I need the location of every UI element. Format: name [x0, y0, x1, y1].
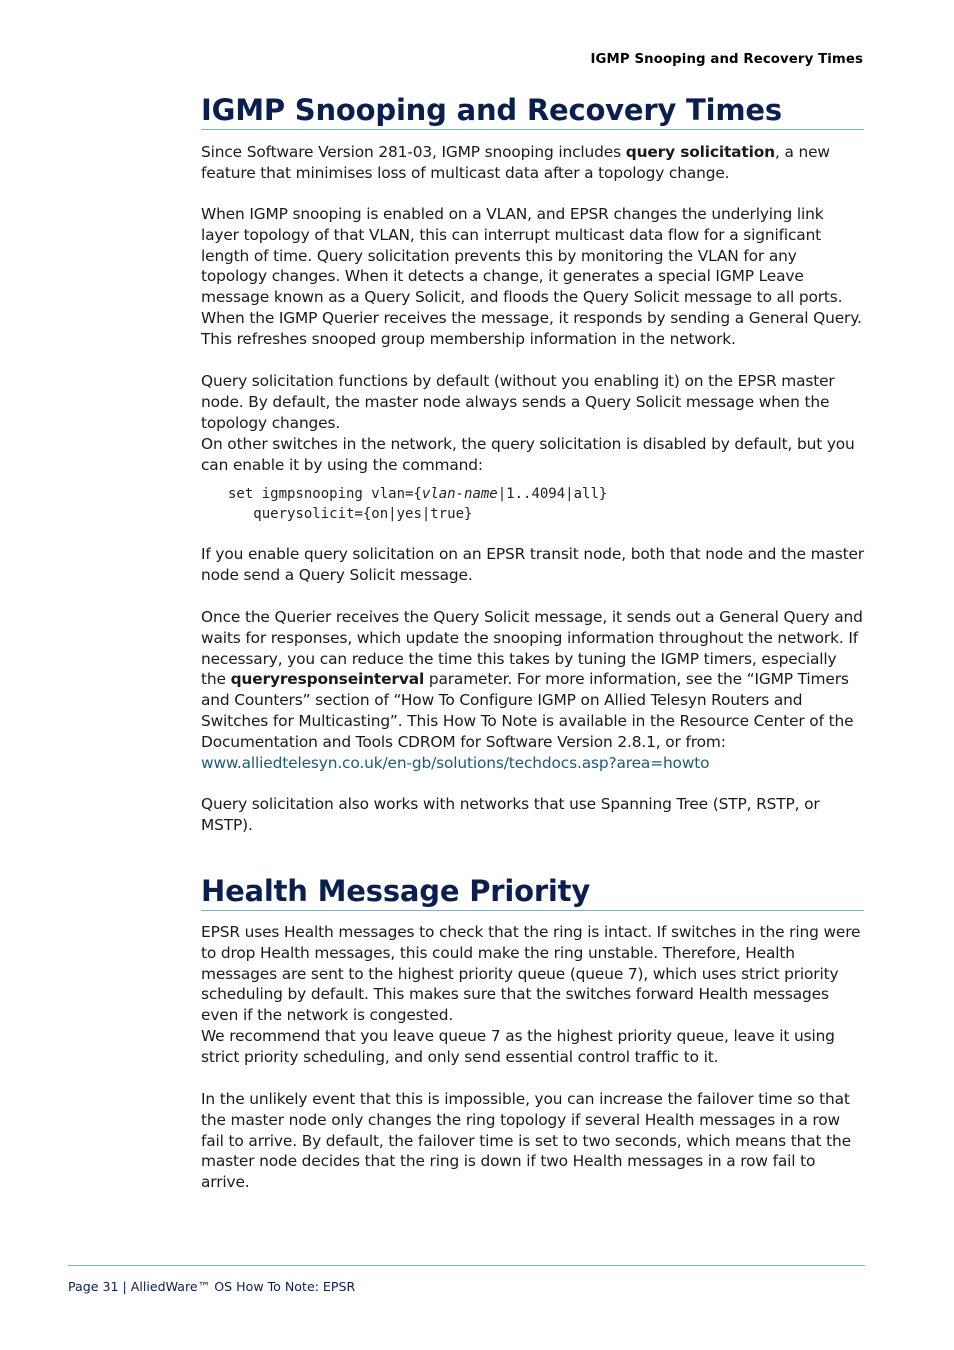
section-title-health: Health Message Priority	[201, 874, 864, 911]
paragraph: On other switches in the network, the query solicitation is disabled by default, but you can enable it by using the command:	[201, 435, 855, 474]
paragraph: In the unlikely event that this is impossible, you can increase the failover time so that the master node only changes the ring topology if several Health messages in a row fail to arrive. By default, the failover time is set to two seconds, which means that the master node decides that the ring is down if two Health messages in a row fail to arrive.	[201, 1090, 851, 1192]
code-text: |1..4094|all}	[497, 486, 608, 502]
paragraph	[201, 607, 864, 773]
paragraph: Query solicitation also works with networks that use Spanning Tree (STP, RSTP, or MSTP).	[201, 795, 820, 834]
page-footer: Page 31 | AlliedWare™ OS How To Note: EPSR	[68, 1279, 356, 1294]
paragraph: Query solicitation functions by default (without you enabling it) on the EPSR master node. By default, the master node always sends a Query Solicit message when the topology changes.	[201, 372, 835, 432]
text-span: Once the Querier receives the Query Solicit message, it sends out a General Query and waits for responses, which update the snooping information throughout the network. If necessary, you can reduce the time this takes by tuning the IGMP timers, especially the	[201, 608, 863, 689]
code-text: set igmpsnooping vlan={	[228, 486, 422, 502]
code-text: querysolicit={on|yes|true}	[253, 505, 473, 522]
footer-divider	[68, 1265, 865, 1266]
paragraph: We recommend that you leave queue 7 as the highest priority queue, leave it using strict priority scheduling, and only send essential control traffic to it.	[201, 1027, 835, 1066]
section-title-igmp: IGMP Snooping and Recovery Times	[201, 93, 864, 130]
paragraph	[201, 142, 864, 184]
techdocs-link[interactable]: www.alliedtelesyn.co.uk/en-gb/solutions/techdocs.asp?area=howto	[201, 753, 710, 772]
bold-term: queryresponseinterval	[230, 670, 425, 689]
paragraph: EPSR uses Health messages to check that the ring is intact. If switches in the ring were to drop Health messages, this could make the ring unstable. Therefore, Health messages are sent to the highest priority queue (queue 7), which uses strict priority scheduling by default. This makes sure that the switches forward Health messages even if the network is congested.	[201, 923, 861, 1025]
bold-term: query solicitation	[625, 143, 775, 161]
paragraph: If you enable query solicitation on an EPSR transit node, both that node and the master node send a Query Solicit message.	[201, 545, 864, 584]
text-span: , a new feature that minimises loss of multicast data after a topology change.	[201, 143, 830, 182]
code-block	[228, 485, 607, 524]
text-span: parameter. For more information, see the “IGMP Timers and Counters” section of “How To Configure IGMP on Allied Telesyn Routers and Switches for Multicasting”. This How To Note is available in the Resource Center of the Documentation and Tools CDROM for Software Version 2.8.1, or from:	[201, 670, 854, 751]
code-param: vlan-name	[421, 486, 498, 502]
running-header: IGMP Snooping and Recovery Times	[590, 52, 863, 67]
text-span: Since Software Version 281-03, IGMP snooping includes	[201, 143, 626, 161]
paragraph: When IGMP snooping is enabled on a VLAN, and EPSR changes the underlying link layer topology of that VLAN, this can interrupt multicast data flow for a significant length of time. Query solicitation prevents this by monitoring the VLAN for any topology changes. When it detects a change, it generates a special IGMP Leave message known as a Query Solicit, and floods the Query Solicit message to all ports. When the IGMP Querier receives the message, it responds by sending a General Query. This refreshes snooped group membership information in the network.	[201, 205, 862, 348]
